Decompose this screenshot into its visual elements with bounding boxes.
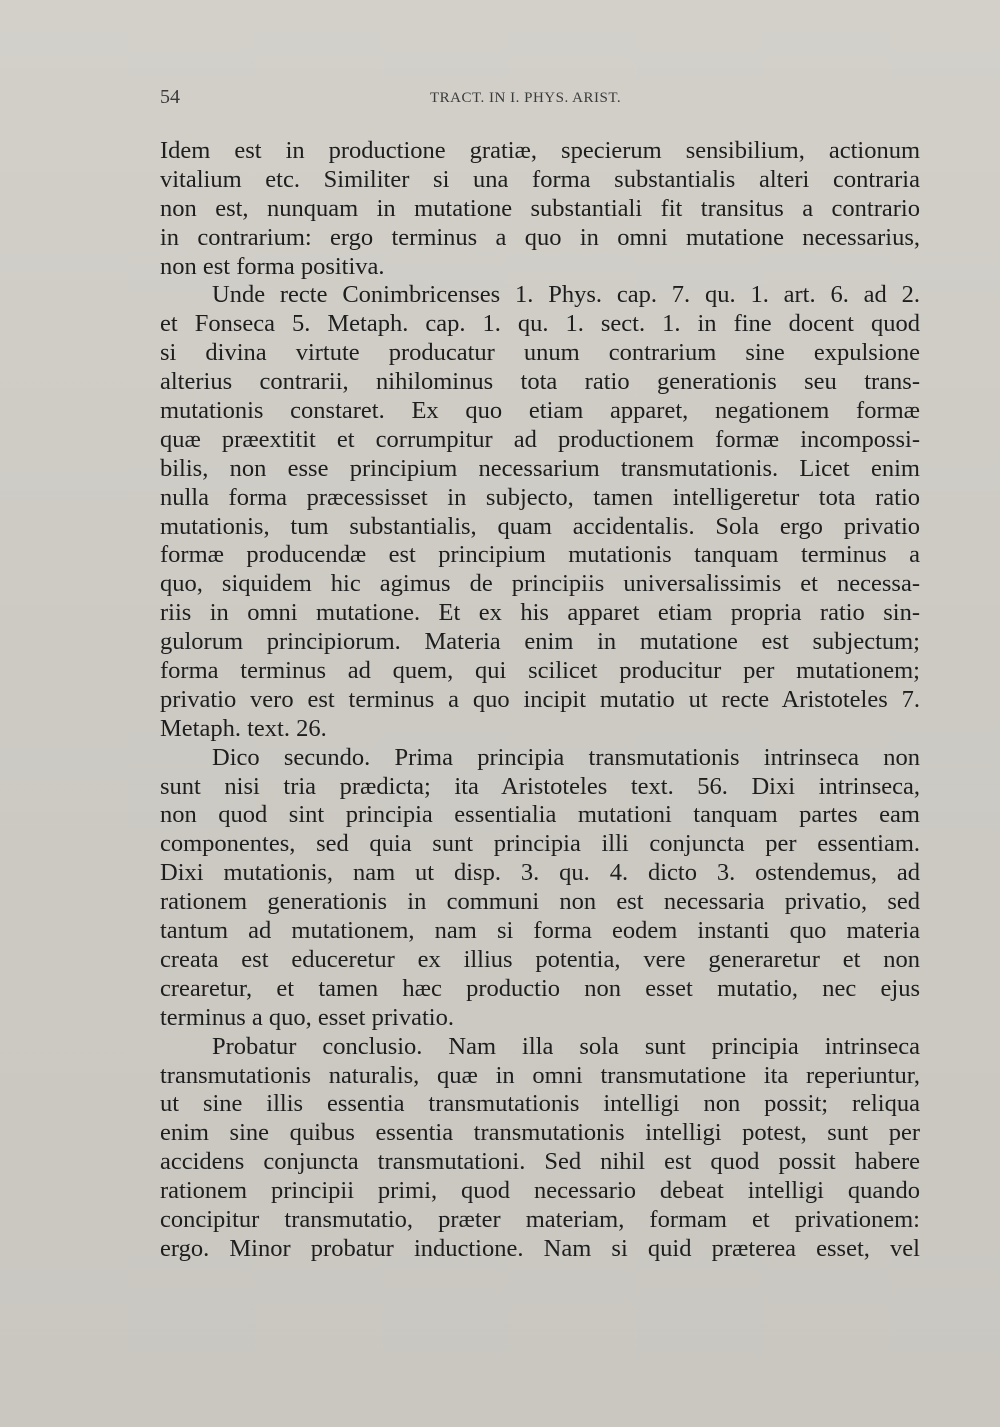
body-text bbox=[160, 137, 920, 1264]
text-line: si divina virtute producatur unum contrarium sine expulsione bbox=[160, 339, 920, 367]
text-line: Unde recte Conimbricenses 1. Phys. cap. 7. qu. 1. art. 6. ad 2. bbox=[212, 281, 920, 309]
page-header bbox=[160, 86, 920, 116]
text-line: vitalium etc. Similiter si una forma substantialis alteri contraria bbox=[160, 165, 920, 193]
text-line: sunt nisi tria prædicta; ita Aristoteles text. 56. Dixi intrinseca, bbox=[160, 772, 920, 800]
text-line: enim sine quibus essentia transmutationis intelligi potest, sunt per bbox=[160, 1119, 920, 1147]
text-line: terminus a quo, esset privatio. bbox=[160, 1003, 454, 1031]
text-line: rationem principii primi, quod necessario debeat intelligi quando bbox=[160, 1177, 920, 1205]
text-line: formæ producendæ est principium mutationis tanquam terminus a bbox=[160, 541, 920, 569]
text-line: forma terminus ad quem, qui scilicet producitur per mutationem; bbox=[160, 657, 920, 685]
text-line: Metaph. text. 26. bbox=[160, 714, 327, 742]
text-line: et Fonseca 5. Metaph. cap. 1. qu. 1. sect. 1. in fine docent quod bbox=[160, 310, 920, 338]
text-line: in contrarium: ergo terminus a quo in omni mutatione necessarius, bbox=[160, 223, 920, 251]
text-line: non est forma positiva. bbox=[160, 252, 385, 280]
text-line: rationem generationis in communi non est necessaria privatio, sed bbox=[160, 888, 920, 916]
text-line: Probatur conclusio. Nam illa sola sunt principia intrinseca bbox=[212, 1032, 920, 1060]
text-line: Dico secundo. Prima principia transmutationis intrinseca non bbox=[212, 743, 920, 771]
text-line: ergo. Minor probatur inductione. Nam si quid præterea esset, vel bbox=[160, 1234, 920, 1262]
text-line: ut sine illis essentia transmutationis intelligi non possit; reliqua bbox=[160, 1090, 920, 1118]
text-line: quo, siquidem hic agimus de principiis universalissimis et necessa- bbox=[160, 570, 920, 598]
text-line: nulla forma præcessisset in subjecto, tamen intelligeretur tota ratio bbox=[160, 483, 920, 511]
page-number: 54 bbox=[160, 86, 180, 108]
text-line: quæ præextitit et corrumpitur ad productionem formæ incompossi- bbox=[160, 425, 920, 453]
text-line: crearetur, et tamen hæc productio non esset mutatio, nec ejus bbox=[160, 974, 920, 1002]
text-line: gulorum principiorum. Materia enim in mutatione est subjectum; bbox=[160, 628, 920, 656]
text-line: bilis, non esse principium necessarium transmutationis. Licet enim bbox=[160, 454, 920, 482]
text-line: riis in omni mutatione. Et ex his apparet etiam propria ratio sin- bbox=[160, 599, 920, 627]
text-line: accidens conjuncta transmutationi. Sed nihil est quod possit habere bbox=[160, 1148, 920, 1176]
text-line: non est, nunquam in mutatione substantiali fit transitus a contrario bbox=[160, 194, 920, 222]
text-line: Idem est in productione gratiæ, specierum sensibilium, actionum bbox=[160, 137, 920, 164]
text-line: alterius contrarii, nihilominus tota ratio generationis seu trans- bbox=[160, 368, 920, 396]
text-line: creata est educeretur ex illius potentia, vere generaretur et non bbox=[160, 945, 920, 973]
text-line: Dixi mutationis, nam ut disp. 3. qu. 4. dicto 3. ostendemus, ad bbox=[160, 859, 920, 887]
text-line: tantum ad mutationem, nam si forma eodem instanti quo materia bbox=[160, 917, 920, 945]
text-line: transmutationis naturalis, quæ in omni transmutatione ita reperiuntur, bbox=[160, 1061, 920, 1089]
text-line: mutationis constaret. Ex quo etiam apparet, negationem formæ bbox=[160, 397, 920, 425]
text-line: concipitur transmutatio, præter materiam, formam et privationem: bbox=[160, 1205, 920, 1233]
text-line: mutationis, tum substantialis, quam accidentalis. Sola ergo privatio bbox=[160, 512, 920, 540]
text-line: privatio vero est terminus a quo incipit mutatio ut recte Aristoteles 7. bbox=[160, 685, 920, 713]
running-title: TRACT. IN I. PHYS. ARIST. bbox=[430, 90, 622, 106]
text-line: non quod sint principia essentialia mutationi tanquam partes eam bbox=[160, 801, 920, 829]
text-line: componentes, sed quia sunt principia illi conjuncta per essentiam. bbox=[160, 830, 920, 858]
